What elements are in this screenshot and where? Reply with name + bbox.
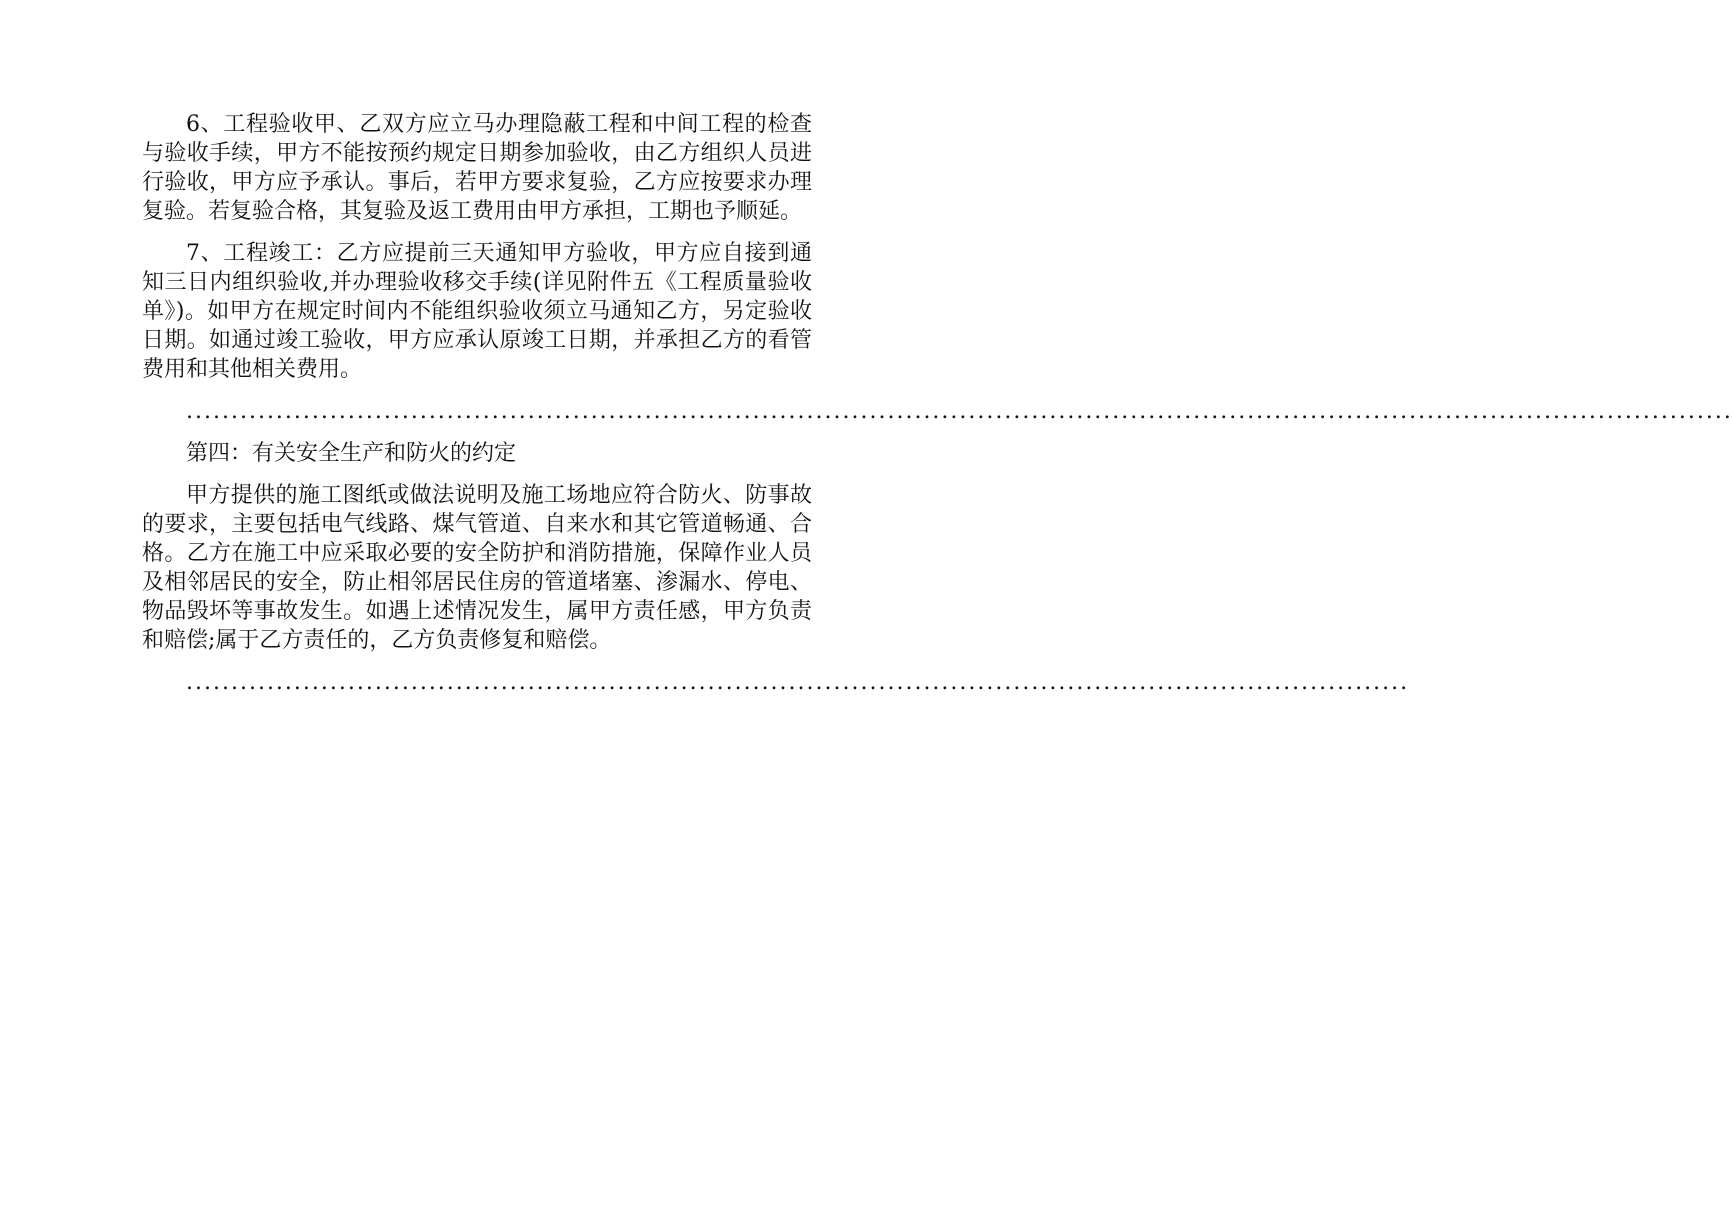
- ellipsis-separator-1: ............................................................................................................................................................................: [186, 399, 1733, 424]
- ellipsis-separator-2: ........................................................................................................................................: [186, 670, 1410, 695]
- clause-7-completion: 7、工程竣工：乙方应提前三天通知甲方验收，甲方应自接到通知三日内组织验收,并办理验收移交手续(详见附件五《工程质量验收单》)。如甲方在规定时间内不能组织验收须立马通知乙方，另定验收日期。如通过竣工验收，甲方应承认原竣工日期，并承担乙方的看管费用和其他相关费用。: [142, 241, 812, 382]
- document-page: [142, 110, 1733, 710]
- section-4-heading: 第四：有关安全生产和防火的约定: [186, 441, 517, 466]
- clause-6-acceptance: 6、工程验收甲、乙双方应立马办理隐蔽工程和中间工程的检查与验收手续，甲方不能按预约规定日期参加验收，由乙方组织人员进行验收，甲方应予承认。事后，若甲方要求复验，乙方应按要求办理复验。若复验合格，其复验及返工费用由甲方承担，工期也予顺延。: [142, 112, 812, 224]
- safety-clause: 甲方提供的施工图纸或做法说明及施工场地应符合防火、防事故的要求，主要包括电气线路、煤气管道、自来水和其它管道畅通、合格。乙方在施工中应采取必要的安全防护和消防措施，保障作业人员及相邻居民的安全，防止相邻居民住房的管道堵塞、渗漏水、停电、物品毁坏等事故发生。如遇上述情况发生，属甲方责任感，甲方负责和赔偿;属于乙方责任的，乙方负责修复和赔偿。: [142, 483, 812, 653]
